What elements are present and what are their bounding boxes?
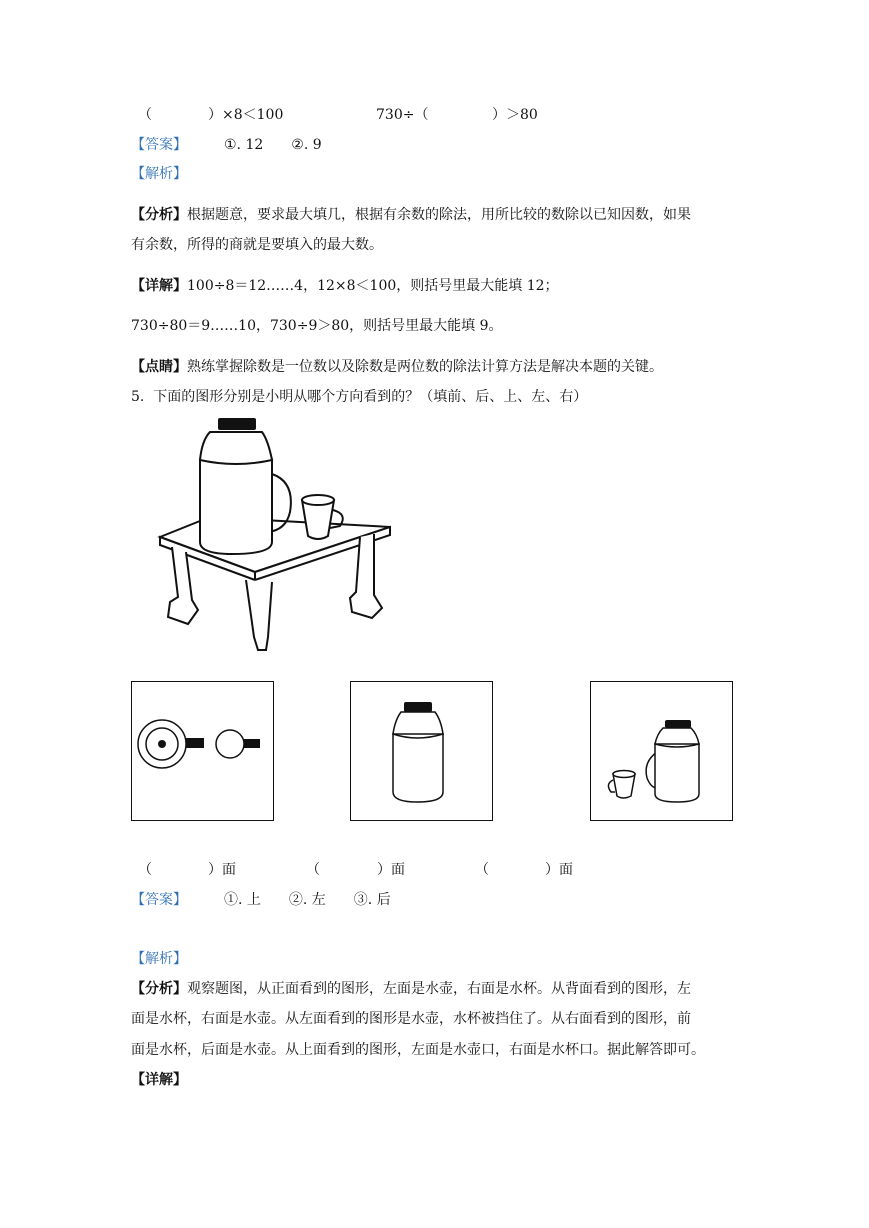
q4-xiangjie-label: 【详解】 xyxy=(131,278,187,294)
q4-dianjing-label: 【点睛】 xyxy=(131,359,187,375)
q4-answer-values: ①. 12 ②. 9 xyxy=(224,137,322,153)
q5-answer-label: 【答案】 xyxy=(131,892,187,908)
q5-xiangjie-label: 【详解】 xyxy=(131,1072,187,1088)
q5-blank2-open: （ xyxy=(306,862,320,878)
q4-xiangjie-line1: 100÷8＝12……4，12×8＜100，则括号里最大能填 12； xyxy=(187,278,559,294)
q5-question: 5. 下面的图形分别是小明从哪个方向看到的？（填前、后、上、左、右） xyxy=(131,389,588,405)
q4-blank1-close: ）×8＜100 xyxy=(208,107,284,123)
q5-fenxi-label: 【分析】 xyxy=(131,981,187,997)
q5-blank3-open: （ xyxy=(475,862,489,878)
q5-fenxi-line3: 面是水杯，后面是水壶。从上面看到的图形，左面是水壶口，右面是水杯口。据此解答即可。 xyxy=(131,1042,705,1058)
q4-fenxi-line1: 根据题意，要求最大填几，根据有余数的除法，用所比较的数除以已知因数，如果 xyxy=(187,207,691,223)
q4-xiangjie-line2: 730÷80＝9……10，730÷9＞80，则括号里最大能填 9。 xyxy=(131,318,503,334)
q4-dianjing-text: 熟练掌握除数是一位数以及除数是两位数的除法计算方法是解决本题的关键。 xyxy=(187,359,663,375)
q4-fenxi-line2: 有余数，所得的商就是要填入的最大数。 xyxy=(131,237,383,253)
table-kettle-cup-illustration xyxy=(150,412,410,657)
q5-blank2-close: ）面 xyxy=(377,862,405,878)
top-view-icon xyxy=(132,682,275,822)
q5-analysis-label: 【解析】 xyxy=(131,951,187,967)
q5-answer-values: ①. 上 ②. 左 ③. 后 xyxy=(224,892,391,908)
q4-answer-label: 【答案】 xyxy=(131,137,187,153)
q5-blank3-close: ）面 xyxy=(545,862,573,878)
view-box-top xyxy=(131,681,274,821)
q5-blank1-close: ）面 xyxy=(208,862,236,878)
q4-blank2-close: ）＞80 xyxy=(492,107,538,123)
view-box-back xyxy=(590,681,733,821)
q4-blank1-open: （ xyxy=(138,107,152,123)
q4-blank2-prefix: 730÷（ xyxy=(376,107,429,123)
left-view-icon xyxy=(351,682,494,822)
q5-blank1-open: （ xyxy=(138,862,152,878)
view-box-left xyxy=(350,681,493,821)
q4-fenxi-label: 【分析】 xyxy=(131,207,187,223)
q5-fenxi-line2: 面是水杯，右面是水壶。从左面看到的图形是水壶，水杯被挡住了。从右面看到的图形，前 xyxy=(131,1011,691,1027)
back-view-icon xyxy=(591,682,734,822)
q5-fenxi-line1: 观察题图，从正面看到的图形，左面是水壶，右面是水杯。从背面看到的图形，左 xyxy=(187,981,691,997)
q4-analysis-label: 【解析】 xyxy=(131,166,187,182)
